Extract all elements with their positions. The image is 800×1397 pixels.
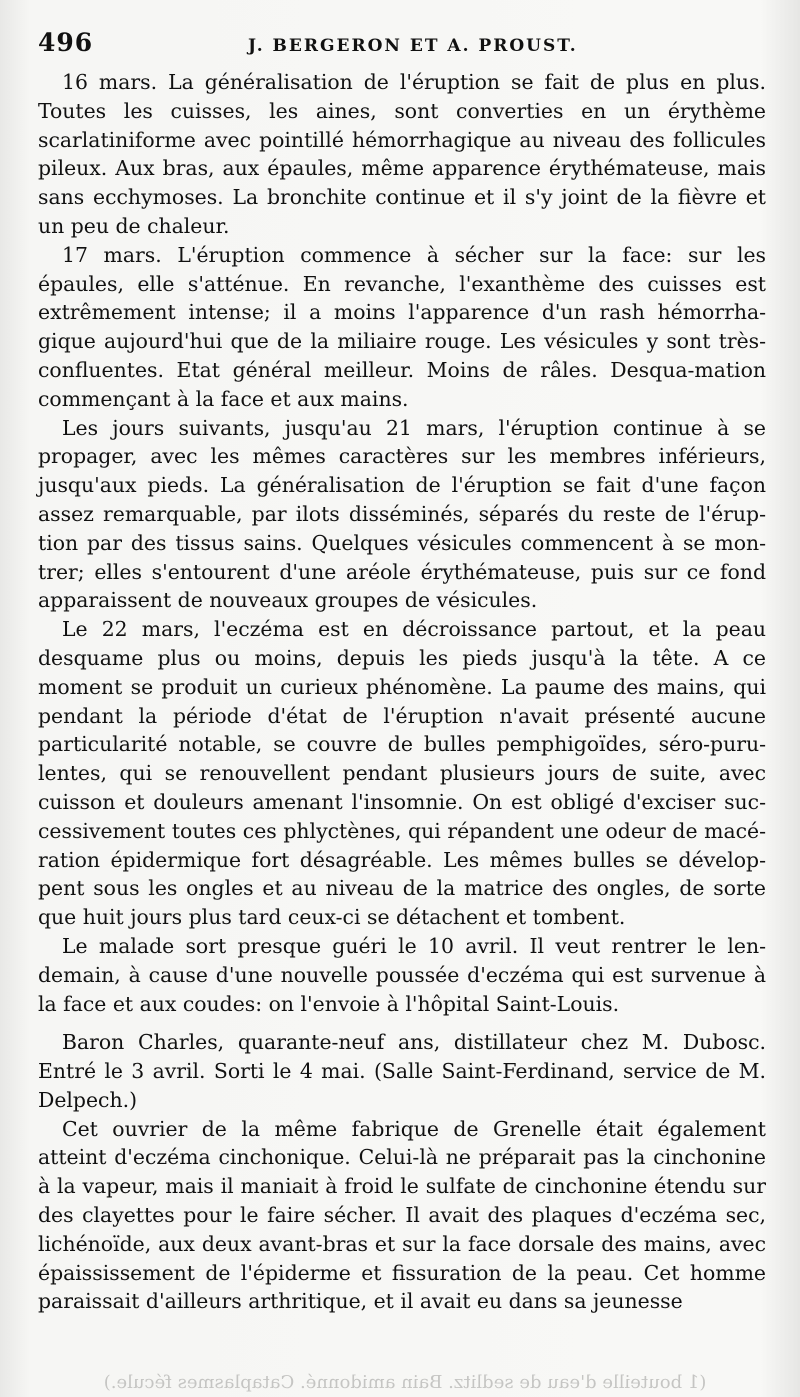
paragraph-16-mars: 16 mars. La généralisation de l'éruption se fait de plus en plus. Toutes les cuisses, les aines, sont converties en un érythème scarlatiniforme avec pointillé hémorrhagique au niveau des follicules pileux. Aux bras, aux épaules, même apparence érythémateuse, mais sans ecchymoses. La bronchite continue et il s'y joint de la fièvre et un peu de chaleur. — [38, 70, 766, 238]
paragraph-sortie: Le malade sort presque guéri le 10 avril. Il veut rentrer le len-demain, à cause d'une nouvelle poussée d'eczéma qui est survenue à la face et aux coudes: on l'envoie à l'hôpital Saint-Louis. — [38, 933, 766, 1016]
bleed-through-footnote: (1 bouteille d'eau de sedlitz. Bain amidonné. Cataplasmes fécule.) — [103, 1372, 707, 1393]
page-header — [38, 28, 766, 68]
paragraph-17-mars: 17 mars. L'éruption commence à sécher sur la face: sur les épaules, elle s'atténue. En revanche, l'exanthème des cuisses est extrêmement intense; il a moins l'apparence d'un rash hémorrha-gique aujourd'hui que de la miliaire rouge. Les vésicules y sont très-confluentes. Etat général meilleur. Moins de râles. Desqua-mation commençant à la face et aux mains. — [38, 242, 766, 411]
paragraph-case-baron: Baron Charles, quarante-neuf ans, distillateur chez M. Dubosc. Entré le 3 avril. Sorti le 4 mai. (Salle Saint-Ferdinand, service de M. Delpech.) — [38, 1030, 766, 1112]
body-text — [38, 68, 766, 1316]
page-number: 496 — [38, 28, 94, 57]
paragraph-jours-suivants: Les jours suivants, jusqu'au 21 mars, l'éruption continue à se propager, avec les mêmes caractères sur les membres inférieurs, jusqu'aux pieds. La généralisation de l'éruption se fait d'une façon assez remarquable, par ilots disséminés, séparés du reste de l'érup-tion par des tissus sains. Quelques vésicules commencent à se mon-trer; elles s'entourent d'une aréole érythémateuse, puis sur ce fond apparaissent de nouveaux groupes de vésicules. — [38, 415, 766, 613]
paragraph-ouvrier: Cet ouvrier de la même fabrique de Grenelle était également atteint d'eczéma cinchonique. Celui-là ne préparait pas la cinchonine à la vapeur, mais il maniait à froid le sulfate de cinchonine étendu sur des clayettes pour le faire sécher. Il avait des plaques d'eczéma sec, lichénoïde, aux deux avant-bras et sur la face dorsale des mains, avec épaississement de l'épiderme et fissuration de la peau. Cet homme paraissait d'ailleurs arthritique, et il avait eu dans sa jeunesse — [38, 1116, 766, 1314]
paragraph-22-mars: Le 22 mars, l'eczéma est en décroissance partout, et la peau desquame plus ou moins, depuis les pieds jusqu'à la tête. A ce moment se produit un curieux phénomène. La paume des mains, qui pendant la période d'état de l'éruption n'avait présenté aucune particularité notable, se couvre de bulles pemphigoïdes, séro-puru-lentes, qui se renouvellent pendant plusieurs jours de suite, avec cuisson et douleurs amenant l'insomnie. On est obligé d'exciser suc-cessivement toutes ces phlyctènes, qui répandent une odeur de macé-ration épidermique fort désagréable. Les mêmes bulles se dévelop-pent sous les ongles et au niveau de la matrice des ongles, de sorte que huit jours plus tard ceux-ci se détachent et tombent. — [38, 617, 766, 930]
running-head: J. BERGERON ET A. PROUST. — [248, 36, 578, 56]
